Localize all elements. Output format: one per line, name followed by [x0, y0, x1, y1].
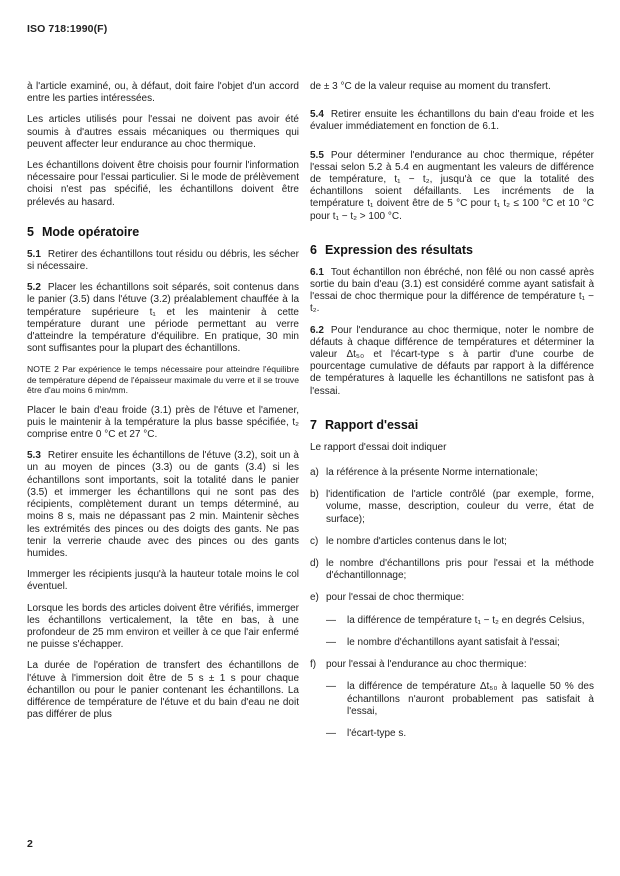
- paragraph-rapport: Le rapport d'essai doit indiquer: [310, 441, 447, 453]
- paragraph-articles: Les articles utilisés pour l'essai ne doivent pas avoir été soumis à d'autres essais mécaniques ou thermiques qui peuvent affecter leur endurance au choc thermique.: [27, 114, 299, 150]
- list-item-label: e): [310, 592, 319, 604]
- list-item-text: le nombre d'articles contenus dans le lot;: [326, 535, 507, 547]
- clause-5-4-number: 5.4: [310, 109, 324, 121]
- section-6-title: Expression des résultats: [324, 242, 473, 257]
- list-item-text: le nombre d'échantillons pris pour l'essai et la méthode d'échantillonnage;: [326, 558, 594, 582]
- standard-reference-header: ISO 718:1990(F): [27, 23, 108, 35]
- dash-marker: —: [326, 727, 336, 739]
- clause-5-4: [310, 109, 594, 133]
- clause-6-1-number: 6.1: [310, 266, 324, 278]
- sub-item-e-2: [326, 637, 594, 649]
- list-item-label: b): [310, 489, 319, 501]
- paragraph-immerger: Immerger les récipients jusqu'à la hauteur totale moins le col éventuel.: [27, 569, 299, 593]
- list-item-label: d): [310, 558, 319, 570]
- paragraph-continuation: à l'article examiné, ou, à défaut, doit faire l'objet d'un accord entre les parties intéressées.: [27, 81, 299, 105]
- sub-item-f-2: [326, 728, 594, 740]
- clause-5-1-text: Retirer des échantillons tout résidu ou débris, les sécher si nécessaire.: [27, 248, 299, 273]
- clause-5-4-text: Retirer ensuite les échantillons du bain d'eau froide et les évaluer immédiatement en fonction de 6.1.: [310, 109, 594, 133]
- list-item-f: [310, 659, 594, 671]
- sub-item-text: la différence de température t₁ − t₂ en degrés Celsius,: [347, 614, 585, 626]
- clause-5-2-text: Placer les échantillons soit séparés, soit contenus dans le panier (3.5) dans l'étuve (3.2) préalablement chauffée à la température supérieure t₁ et les maintenir à cette température durant une période permettant au verre d'atteindre la température d'équilibre. En pratique, 30 min sont suffisantes pour la plupart des échantillons.: [27, 282, 299, 355]
- section-6-heading: [310, 243, 594, 258]
- list-item-text: l'identification de l'article contrôlé (par exemple, forme, volume, masse, description, couleur du verre, état de surface);: [326, 489, 594, 525]
- section-6-number: 6: [310, 242, 317, 257]
- clause-6-2: [310, 325, 594, 398]
- clause-5-2-number: 5.2: [27, 282, 41, 294]
- right-column: [310, 81, 594, 740]
- clause-5-3-text: Retirer ensuite les échantillons de l'étuve (3.2), soit un à un au moyen de pinces (3.3) ou de gants (3.4) si les échantillons sont importants, soit la totalité dans le panier (3.5) et immerger les échantillons qui ne sont pas des récipients, complètement durant un temps déterminé, au moins 8 s, mais ne dépassant pas 2 min. Maintenir sèches les extrémités des pinces ou des doigts des gants. Ne pas tenir la verrerie chaude avec des pinces ou des gants humides.: [27, 450, 299, 559]
- clause-6-2-number: 6.2: [310, 324, 324, 336]
- clause-5-5: [310, 150, 594, 223]
- clause-5-2: [27, 282, 299, 355]
- list-item-e: [310, 592, 594, 604]
- left-column: [27, 81, 299, 721]
- clause-5-3-number: 5.3: [27, 450, 41, 462]
- sub-item-f-1: [326, 681, 594, 718]
- clause-6-1: [310, 267, 594, 316]
- list-item-label: a): [310, 467, 319, 479]
- clause-5-1: [27, 249, 299, 273]
- sub-item-e-1: [326, 615, 594, 627]
- note-2: NOTE 2 Par expérience le temps nécessaire pour atteindre l'équilibre de température dépend de l'épaisseur maximale du verre et il se trouve être d'au moins 6 min/mm.: [27, 364, 299, 396]
- list-item-c: [310, 536, 594, 548]
- section-7-heading: [310, 418, 594, 433]
- paragraph-echantillons: Les échantillons doivent être choisis pour fournir l'information nécessaire pour l'essai particulier. Si le mode de prélèvement choisi n'est pas spécifié, les échantillons doivent être prélevés au hasard.: [27, 160, 299, 208]
- sub-item-text: la différence de température Δt₅₀ à laquelle 50 % des échantillons n'auront probablement pas satisfait à l'essai,: [347, 681, 594, 717]
- paragraph-continuation-right: de ± 3 °C de la valeur requise au moment du transfert.: [310, 81, 551, 92]
- section-5-number: 5: [27, 224, 34, 239]
- clause-6-2-text: Pour l'endurance au choc thermique, noter le nombre de défauts à chaque différence de températures et déterminer la valeur Δt₅₀ et l'écart-type s à partir d'une courbe de pourcentage cumulative de défauts par rapport à la différence de températures à laquelle les échantillons ne satisfont pas à l'essai.: [310, 324, 594, 397]
- paragraph-bain-eau: Placer le bain d'eau froide (3.1) près de l'étuve et l'amener, puis le maintenir à la température la plus basse spécifiée, t₂ comprise entre 0 °C et 27 °C.: [27, 404, 299, 441]
- list-item-text: pour l'essai à l'endurance au choc thermique:: [326, 659, 527, 671]
- list-item-text: la référence à la présente Norme internationale;: [326, 467, 538, 479]
- section-7-title: Rapport d'essai: [324, 417, 419, 432]
- clause-5-5-number: 5.5: [310, 149, 324, 161]
- dash-marker: —: [326, 614, 336, 626]
- clause-5-5-text: Pour déterminer l'endurance au choc thermique, répéter l'essai selon 5.2 à 5.4 en augmentant les valeurs de différence de température, t₁ − t₂, jusqu'à ce que la totalité des échantillons soient défaillants. Les incréments de la température t₁ doivent être de 5 °C pour t₁ t₂ ≤ 100 °C et 10 °C pour t₁ − t₂ > 100 °C.: [310, 149, 594, 222]
- page-number: 2: [27, 838, 33, 850]
- dash-marker: —: [326, 636, 336, 648]
- list-item-b: [310, 489, 594, 526]
- sub-item-text: l'écart-type s.: [347, 727, 407, 739]
- list-item-text: pour l'essai de choc thermique:: [326, 592, 465, 604]
- list-item-label: f): [310, 659, 317, 671]
- clause-5-1-number: 5.1: [27, 248, 41, 260]
- section-5-title: Mode opératoire: [41, 224, 140, 239]
- list-item-d: [310, 558, 594, 582]
- clause-6-1-text: Tout échantillon non ébréché, non fêlé ou non cassé après sortie du bain d'eau (3.1) est considéré comme ayant satisfait à l'essai de choc thermique pour la différence de température t₁ − t₂.: [310, 266, 594, 315]
- sub-item-text: le nombre d'échantillons ayant satisfait à l'essai;: [347, 636, 560, 648]
- clause-5-3: [27, 450, 299, 560]
- dash-marker: —: [326, 681, 336, 693]
- paragraph-lorsque: Lorsque les bords des articles doivent être vérifiés, immerger les échantillons verticalement, la tête en bas, à une profondeur de 25 mm environ et veiller à ce que l'air enfermé ne puisse s'échapper.: [27, 602, 299, 651]
- list-item-label: c): [310, 535, 319, 547]
- section-7-number: 7: [310, 417, 317, 432]
- list-item-a: [310, 467, 594, 479]
- paragraph-duree: La durée de l'opération de transfert des échantillons de l'étuve à l'immersion doit être de 5 s ± 1 s pour chaque échantillon ou pour le panier contenant les échantillons. La différence de température de l'étuve et du bain d'eau ne doit pas différer de plus: [27, 660, 299, 721]
- section-5-heading: [27, 225, 299, 240]
